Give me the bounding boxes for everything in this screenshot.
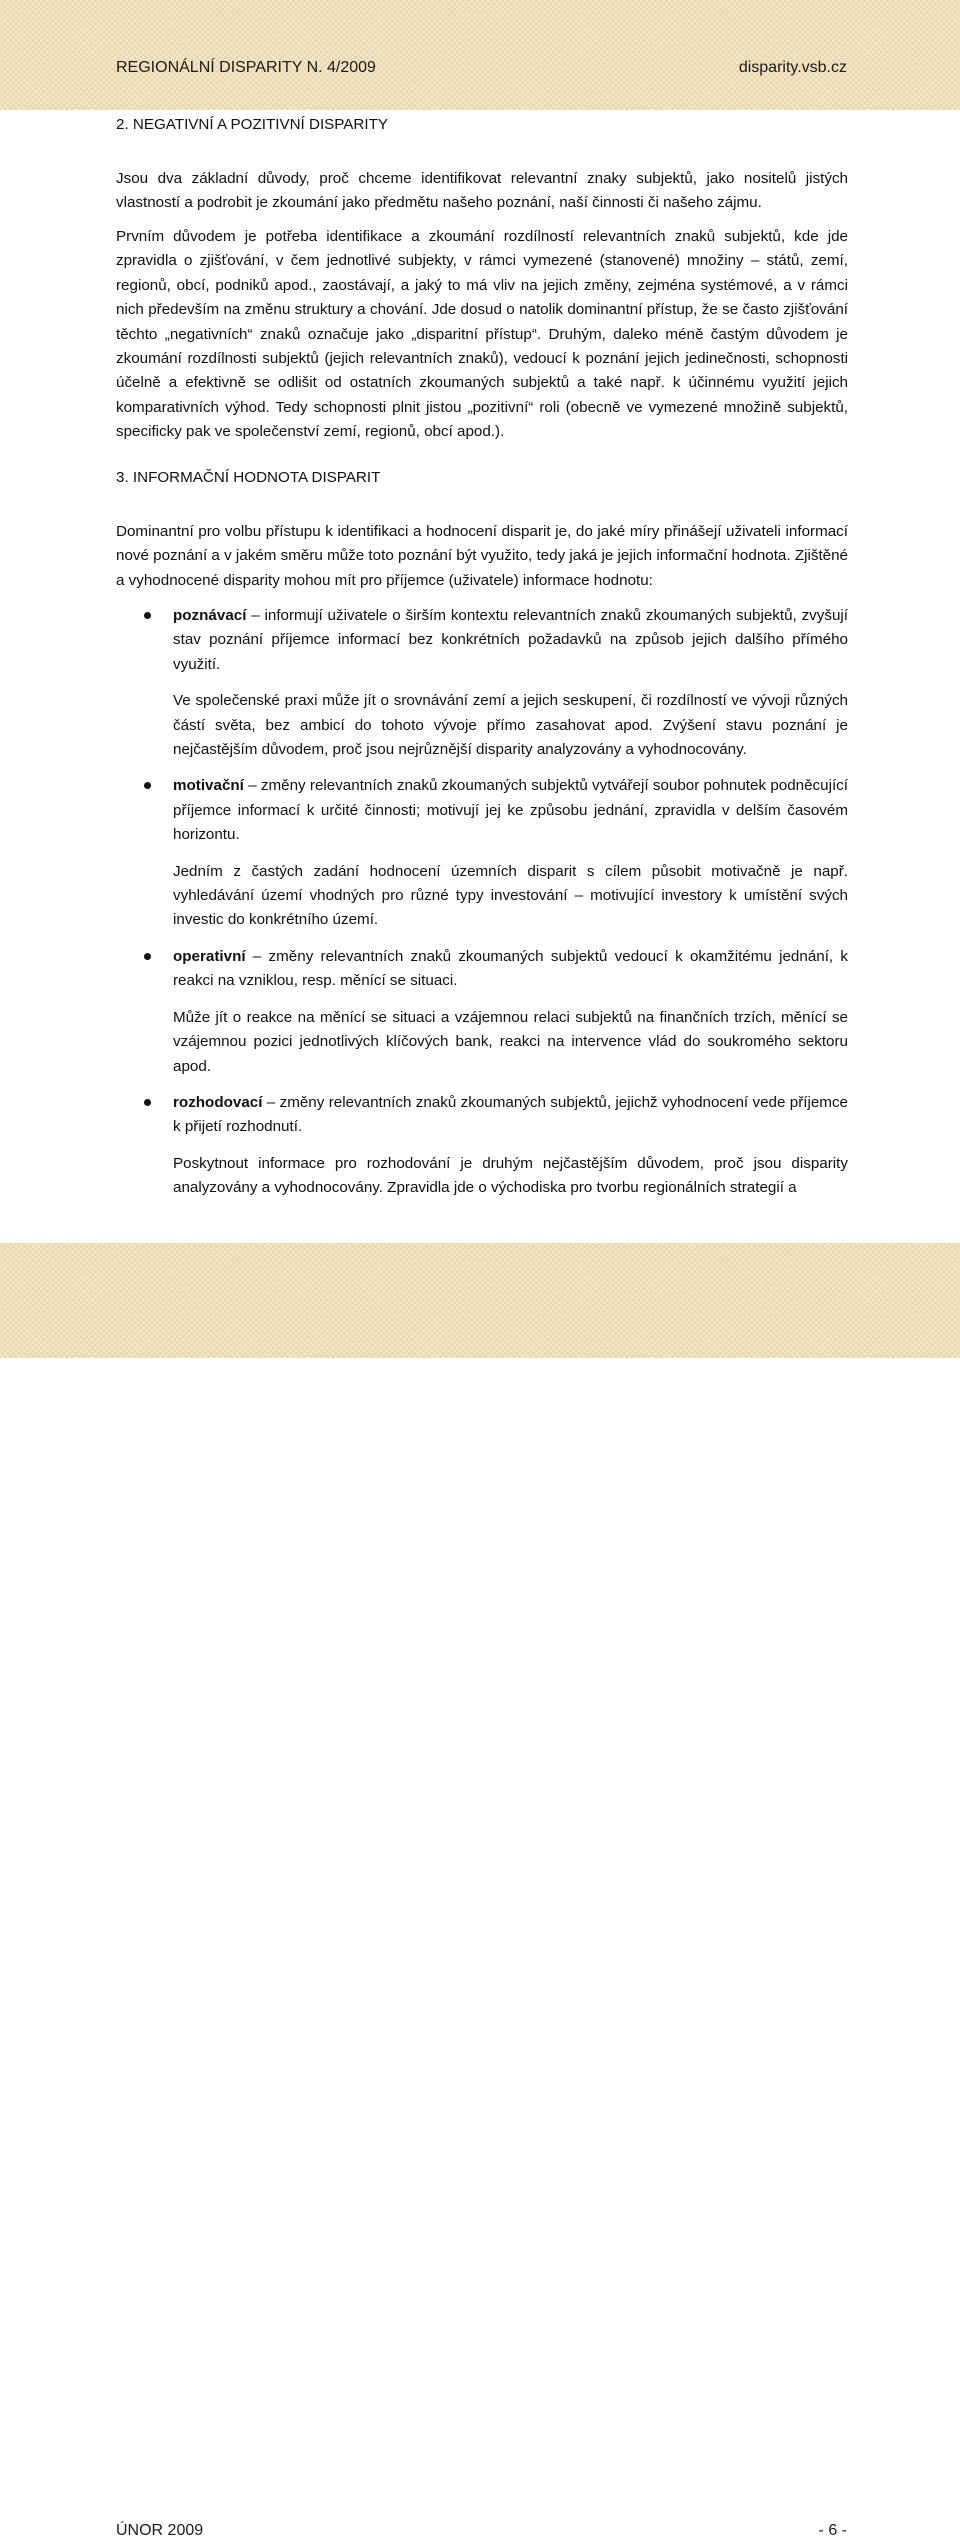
definition: – změny relevantních znaků zkoumaných subjektů vedoucí k okamžitému jednání, k reakci na vzniklou, resp. měnící se situaci.: [173, 947, 848, 990]
term: poznávací: [173, 607, 247, 624]
section-3-intro: Dominantní pro volbu přístupu k identifikaci a hodnocení disparit je, do jaké míry přinášejí uživateli informací nové poznání a v jakém směru může toto poznání být využito, tedy jaká je jejich informační hodnota. Zjištěné a vyhodnocené disparity mohou mít pro příjemce (uživatele) informace hodnotu:: [116, 523, 848, 589]
list-item-note: Ve společenské praxi může jít o srovnávání zemí a jejich seskupení, či rozdílností ve vývoji různých částí světa, bez ambicí do tohoto vývoje přímo zasahovat apod. Zvýšení stavu poznání je nejčastějším důvodem, proč jsou nejrůznější disparity analyzovány a vyhodnocovány.: [173, 692, 848, 759]
term: operativní: [173, 947, 246, 965]
header-band: [0, 0, 960, 110]
section-2-heading: 2. NEGATIVNÍ A POZITIVNÍ DISPARITY: [116, 116, 389, 133]
journal-title: REGIONÁLNÍ DISPARITY N. 4/2009: [116, 59, 376, 76]
section-2-paragraph-1: Jsou dva základní důvody, proč chceme identifikovat relevantní znaky subjektů, jako nositelů jistých vlastností a podrobit je zkoumání jako předmětu našeho poznání, naší činnosti či našeho zájmu.: [116, 170, 848, 212]
definition: – změny relevantních znaků zkoumaných subjektů, jejichž vyhodnocení vede příjemce k přijetí rozhodnutí.: [173, 1093, 848, 1136]
list-item-operativni: [116, 945, 848, 1079]
section-2-paragraph-2: Prvním důvodem je potřeba identifikace a zkoumání rozdílností relevantních znaků subjektů, kde jde zpravidla o zjišťování, v čem jednotlivé subjekty, v rámci vymezené (stanovené) množiny – států, zemí, regionů, obcí, podniků apod., zaostávají, a jaký to má vliv na jejich změny, zejména systémové, a v rámci nich především na změnu struktury a chování. Jde dosud o natolik dominantní přístup, že se často zjišťování těchto „negativních“ znaků označuje jako „disparitní přístup“. Druhým, daleko méně častým důvodem je zkoumání rozdílnosti subjektů (jejich relevantních znaků), vedoucí k poznání jejich jedinečnosti, schopnosti účelně a efektivně se odlišit od ostatních zkoumaných subjektů a také např. k účinnému využití jejich komparativních výhod. Tedy schopnosti plnit jistou „pozitivní“ roli (obecně ve vymezené množině subjektů, specificky pak ve společenství zemí, regionů, obcí apod.).: [116, 228, 848, 441]
definition: – informují uživatele o širším kontextu relevantních znaků zkoumaných subjektů, zvyšují stav poznání příjemce informací bez konkrétních požadavků na způsob jejich dalšího přímého využití.: [173, 607, 848, 673]
section-3-heading: 3. INFORMAČNÍ HODNOTA DISPARIT: [116, 469, 381, 486]
list-item-text: [173, 945, 848, 994]
list-item-note: Může jít o reakce na měnící se situaci a vzájemnou relaci subjektů na finančních trzích, měnící se vzájemnou pozici jednotlivých klíčových bank, reakci na intervence vlád do soukromého sektoru apod.: [173, 1008, 848, 1075]
list-item-motivacni: [116, 774, 848, 932]
footer-date: ÚNOR 2009: [116, 2522, 204, 2539]
list-item-text: [173, 774, 848, 847]
footer-band: [0, 1243, 960, 2539]
list-item-note: Poskytnout informace pro rozhodování je druhým nejčastějším důvodem, proč jsou disparity analyzovány a vyhodnocovány. Zpravidla jde o východiska pro tvorbu regionálních strategií a: [173, 1154, 848, 1197]
list-item-text: [173, 604, 848, 677]
list-item-poznavaci: [116, 604, 848, 762]
bullet-icon: [144, 612, 151, 619]
information-value-list: [116, 604, 848, 1213]
list-item-rozhodovaci: [116, 1091, 848, 1201]
term: motivační: [173, 777, 244, 795]
definition: – změny relevantních znaků zkoumaných subjektů vytvářejí soubor pohnutek podněcující příjemce informací k určité činnosti; motivují jej ke způsobu jednání, zpravidla v delším časovém horizontu.: [173, 777, 848, 844]
page-number: - 6 -: [818, 2522, 847, 2539]
bullet-icon: [144, 782, 151, 789]
website-link[interactable]: disparity.vsb.cz: [738, 59, 847, 76]
list-item-note: Jedním z častých zadání hodnocení územních disparit s cílem působit motivačně je např. vyhledávání území vhodných pro různé typy investování – motivující investory k umístění svých investic do konkrétního území.: [173, 862, 848, 929]
term: rozhodovací: [173, 1093, 263, 1111]
bullet-icon: [144, 953, 151, 960]
bullet-icon: [144, 1099, 151, 1106]
list-item-text: [173, 1091, 848, 1140]
